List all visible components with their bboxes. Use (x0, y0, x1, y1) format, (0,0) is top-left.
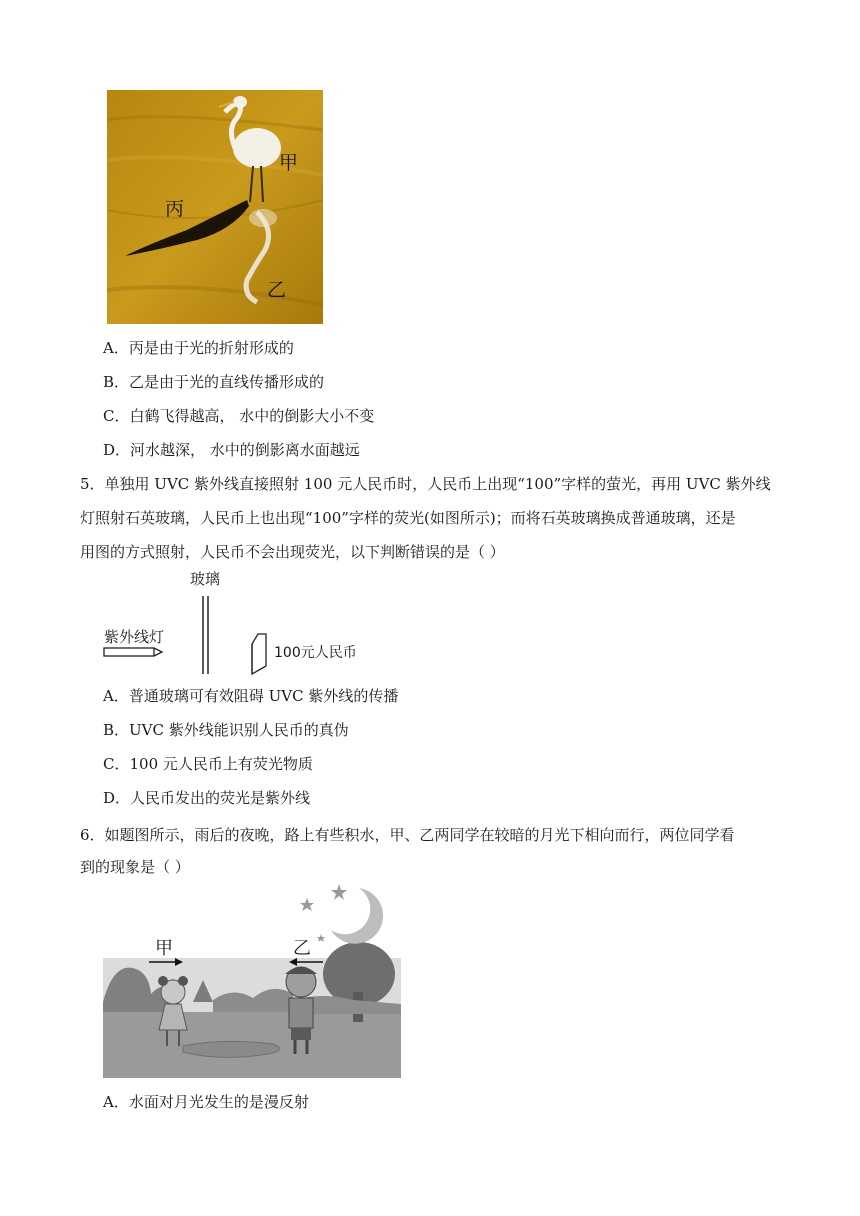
egret-photo-drawing (107, 90, 323, 324)
lamp-label: 紫外线灯 (104, 628, 165, 646)
scene-label-yi: 乙 (293, 938, 311, 959)
q5-option-a: A．普通玻璃可有效阻碍 UVC 紫外线的传播 (103, 687, 399, 705)
q6-stem-line-1: 6．如题图所示，雨后的夜晚，路上有些积水，甲、乙两同学在较暗的月光下相向而行，两位同学看 (80, 826, 735, 844)
label-yi: 乙 (267, 279, 287, 301)
label-jia: 甲 (279, 152, 299, 174)
q4-option-d: D．河水越深， 水中的倒影离水面越远 (103, 441, 360, 459)
q6-stem-line-2: 到的现象是（ ） (80, 858, 190, 876)
q4-option-a: A．丙是由于光的折射形成的 (103, 339, 294, 357)
egret-photo (107, 90, 323, 324)
q5-stem-line-2: 灯照射石英玻璃，人民币上也出现“100”字样的荧光(如图所示)；而将石英玻璃换成普通玻璃，还是 (80, 509, 736, 527)
q6-option-a: A．水面对月光发生的是漫反射 (103, 1093, 309, 1111)
scene-label-jia: 甲 (155, 938, 173, 959)
label-bing: 丙 (165, 198, 185, 220)
uv-lamp-icon (104, 648, 162, 656)
uv-diagram (100, 566, 380, 676)
glass-plate-icon (203, 596, 208, 674)
banknote-icon (252, 634, 266, 674)
q5-option-b: B．UVC 紫外线能识别人民币的真伪 (103, 721, 349, 739)
q5-option-d: D．人民币发出的荧光是紫外线 (103, 789, 311, 807)
q4-option-c: C．白鹤飞得越高， 水中的倒影大小不变 (103, 407, 375, 425)
q5-option-c: C．100 元人民币上有荧光物质 (103, 755, 313, 773)
q5-stem-line-3: 用图的方式照射，人民币不会出现荧光，以下判断错误的是（ ） (80, 543, 505, 561)
glass-label: 玻璃 (190, 570, 221, 588)
q4-option-b: B．乙是由于光的直线传播形成的 (103, 373, 325, 391)
uv-diagram-shapes (100, 566, 380, 676)
q5-stem-line-1: 5．单独用 UVC 紫外线直接照射 100 元人民币时，人民币上出现“100”字样的萤光，再用 UVC 紫外线 (80, 475, 771, 493)
note-label: 100元人民币 (274, 645, 357, 661)
night-scene-drawing (103, 882, 401, 1078)
night-scene (103, 882, 401, 1078)
